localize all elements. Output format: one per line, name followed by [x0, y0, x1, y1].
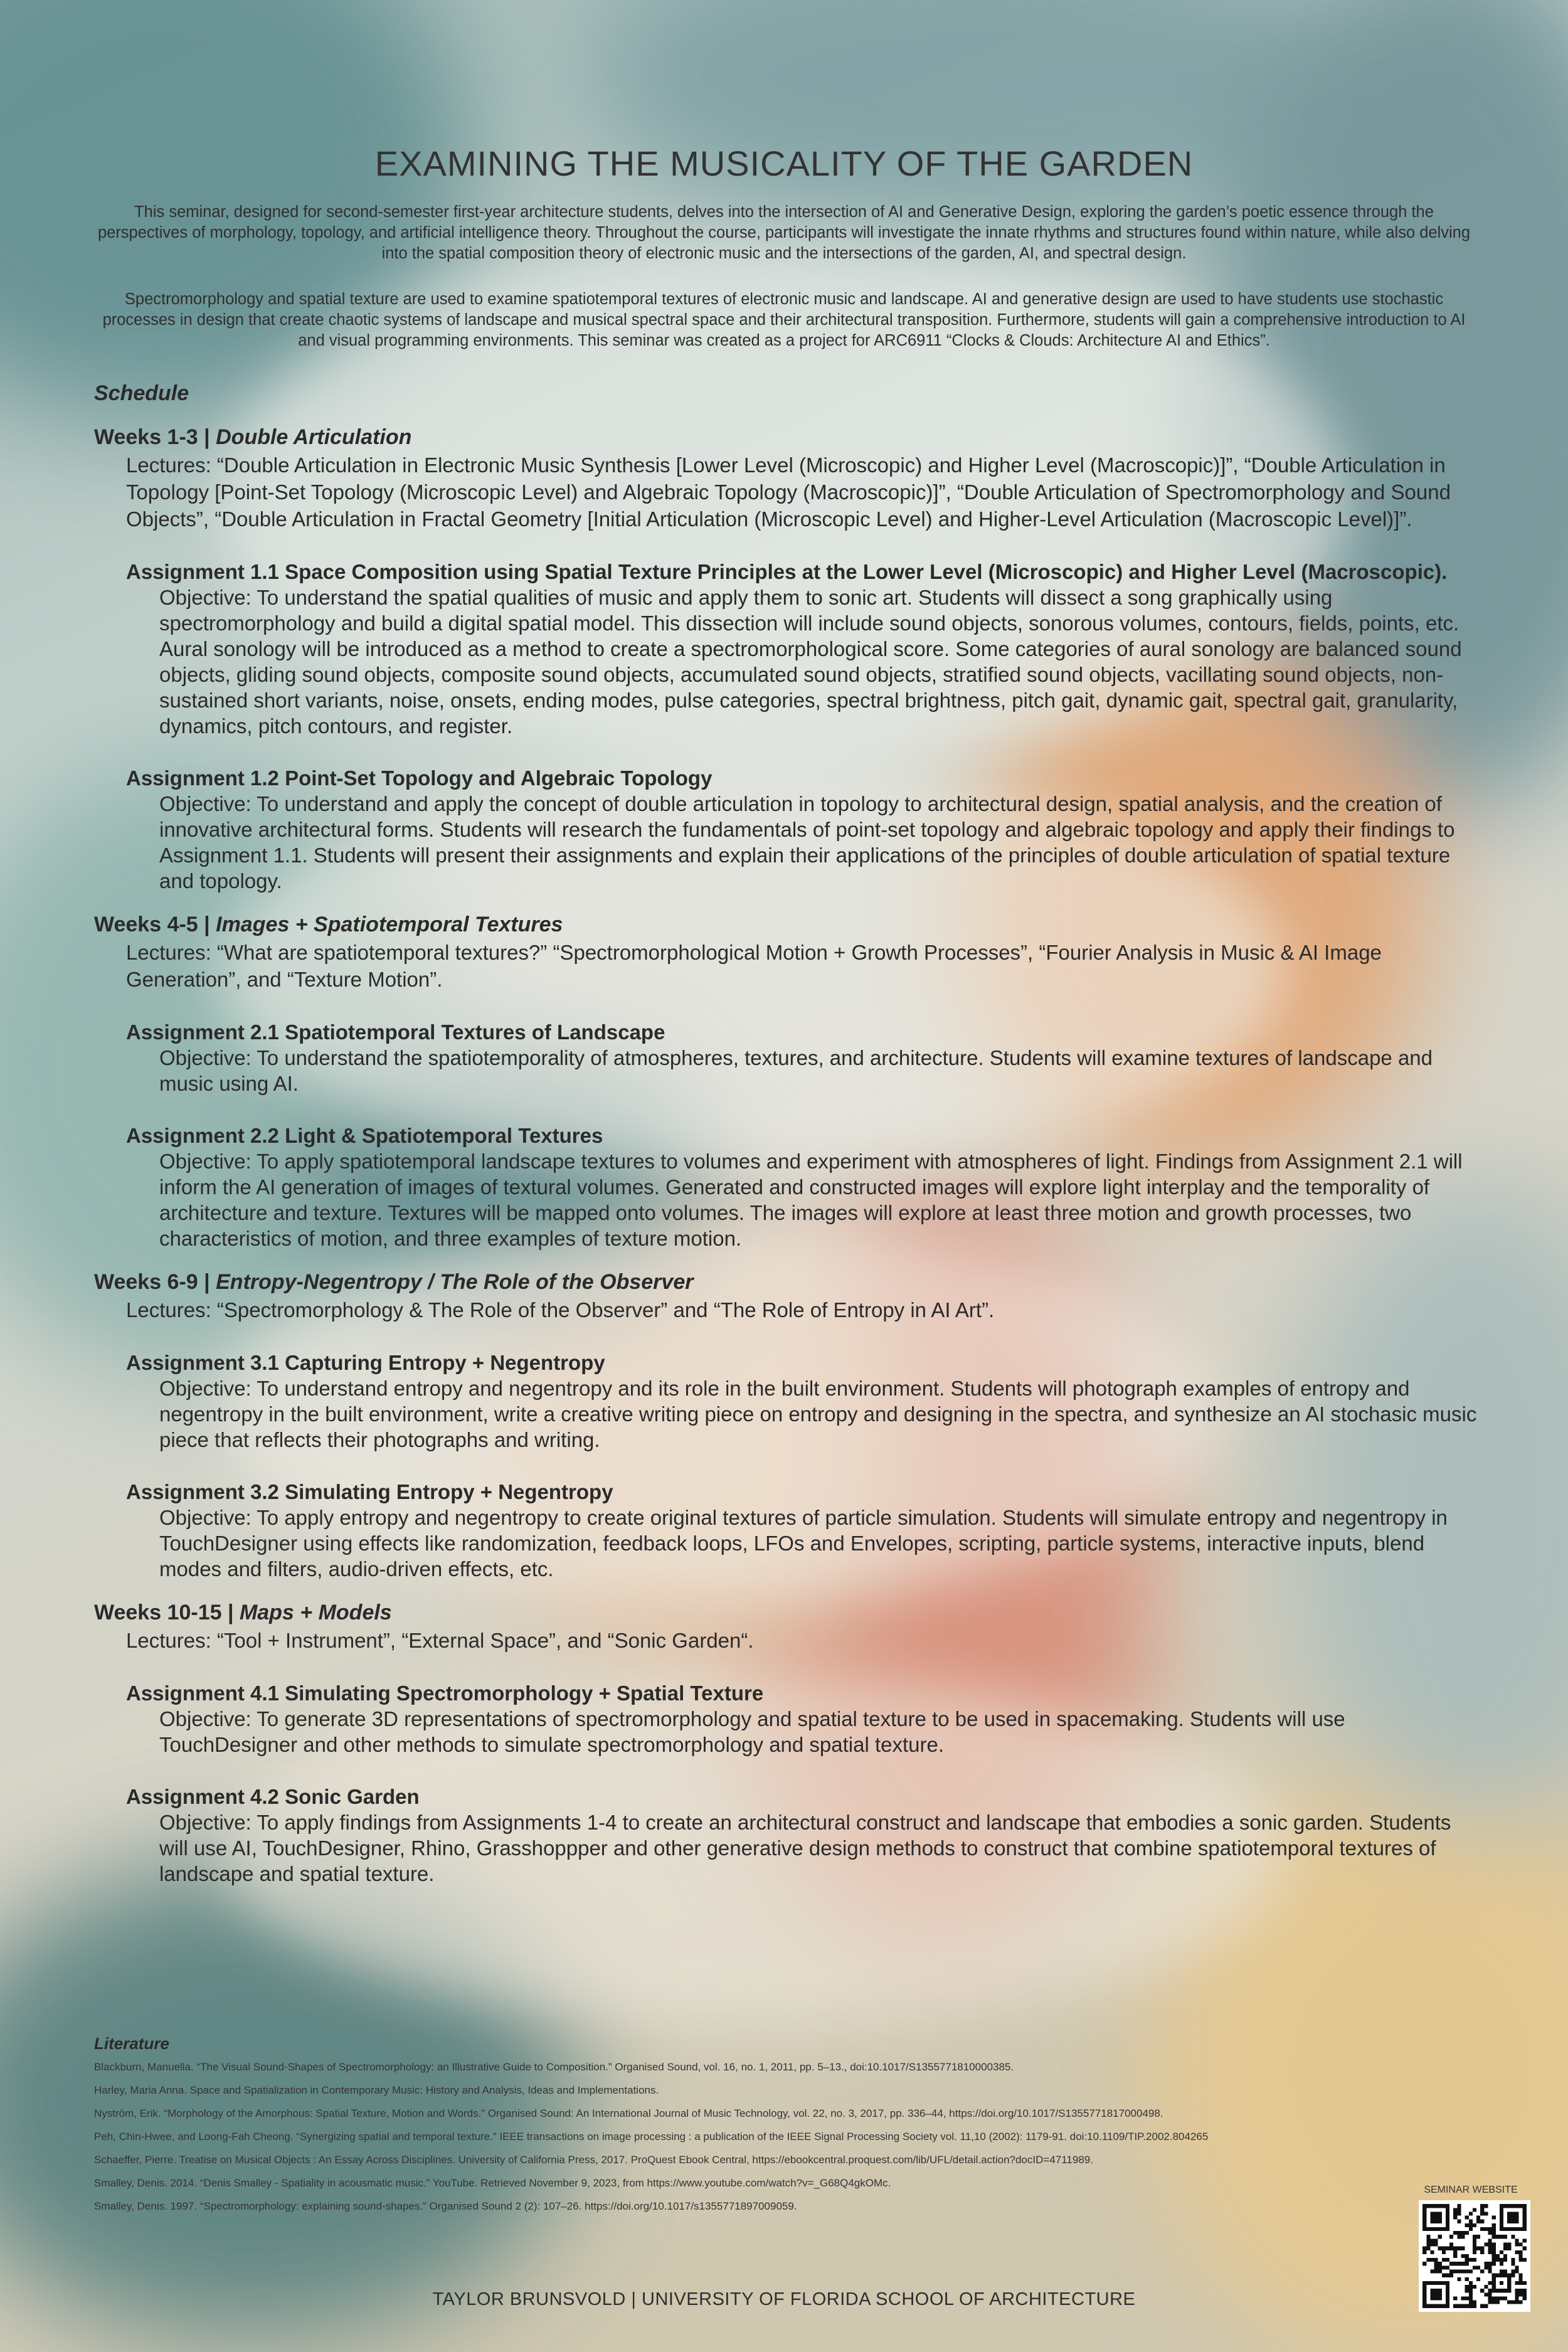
literature-entry: Schaeffer, Pierre. Treatise on Musical Objects : An Essay Across Disciplines. University of California Press, 2017. ProQuest Ebook Central, https://ebookcentral.proquest.com/lib/UFL/detail.action?docID=4711989. — [94, 2154, 1093, 2166]
assignment-title: Assignment 2.2 Light & Spatiotemporal Textures — [126, 1124, 603, 1147]
week-lectures: Lectures: “What are spatiotemporal textures?” “Spectromorphological Motion + Growth Processes”, “Fourier Analysis in Music & AI Image Generation”, and “Texture Motion”. — [126, 941, 1382, 991]
week-title: Maps + Models — [239, 1601, 392, 1624]
week-lectures: Lectures: “Double Articulation in Electronic Music Synthesis [Lower Level (Microscopic) and Higher Level (Macroscopic)]”, “Double Articulation in Topology [Point-Set Topology (Microscopic Level) and Algebraic Topology (Macroscopic)]”, “Double Articulation of Spectromorphology and Sound Objects”, “Double Articulation in Fractal Geometry [Initial Articulation (Microscopic Level) and Higher-Level Articulation (Macroscopic Level)]”. — [126, 453, 1451, 531]
week-heading — [94, 911, 1480, 938]
qr-label: SEMINAR WEBSITE — [1424, 2185, 1518, 2195]
literature-entry: Smalley, Denis. 1997. “Spectromorphology: explaining sound-shapes.” Organised Sound 2 (2): 107–26. https://doi.org/10.1017/s1355771897009059. — [94, 2200, 797, 2212]
week-title: Double Articulation — [216, 425, 412, 449]
literature-entry: Nyström, Erik. “Morphology of the Amorphous: Spatial Texture, Motion and Words.” Organised Sound: An International Journal of Music Technology, vol. 22, no. 3, 2017, pp. 336–44, https://doi.org/10.1017/S1355771817000498. — [94, 2107, 1163, 2119]
assignment-objective: Objective: To apply findings from Assignments 1-4 to create an architectural construct and landscape that embodies a sonic garden. Students will use AI, TouchDesigner, Rhino, Grasshoppper and other generative design methods to construct that combine spatiotemporal textures of landscape and spatial texture. — [159, 1811, 1451, 1885]
week-lectures: Lectures: “Tool + Instrument”, “External Space”, and “Sonic Garden“. — [126, 1629, 754, 1652]
literature-entry: Peh, Chin-Hwee, and Loong-Fah Cheong. “Synergizing spatial and temporal texture.” IEEE transactions on image processing : a publication of the IEEE Signal Processing Society vol. 11,10 (2002): 1179-91. doi:10.1109/TIP.2002.804265 — [94, 2131, 1209, 2143]
assignment — [126, 559, 1480, 739]
literature-entry: Blackburn, Manuella. “The Visual Sound-Shapes of Spectromorphology: an Illustrative Guide to Composition.” Organised Sound, vol. 16, no. 1, 2011, pp. 5–13., doi:10.1017/S1355771810000385. — [94, 2061, 1014, 2073]
assignment-title: Assignment 4.1 Simulating Spectromorphology + Spatial Texture — [126, 1682, 764, 1705]
assignment-title: Assignment 4.2 Sonic Garden — [126, 1785, 420, 1808]
assignment-objective: Objective: To understand entropy and negentropy and its role in the built environment. Students will photograph examples of entropy and negentropy in the built environment, write a creative writing piece on entropy and designing in the spectra, and synthesize an AI stochasic music piece that reflects their photographs and writing. — [159, 1377, 1477, 1451]
assignment-objective: Objective: To understand the spatial qualities of music and apply them to sonic art. Students will dissect a song graphically using spectromorphology and build a digital spatial model. This dissection will include sound objects, sonorous volumes, contours, fields, points, etc. Aural sonology will be introduced as a method to create a spectromorphological score. Some categories of aural sonology are balanced sound objects, gliding sound objects, composite sound objects, accumulated sound objects, stratified sound objects, vacillating sound objects, non-sustained short variants, noise, onsets, ending modes, pulse categories, spectral brightness, pitch gait, dynamic gait, spectral gait, granularity, dynamics, pitch contours, and register. — [159, 586, 1462, 738]
week-block — [94, 424, 1480, 894]
week-heading — [94, 1599, 1480, 1626]
literature-entry: Harley, Maria Anna. Space and Spatialization in Contemporary Music: History and Analysis, Ideas and Implementations. — [94, 2084, 659, 2096]
week-label: Weeks 10-15 | — [94, 1601, 234, 1624]
week-lectures: Lectures: “Spectromorphology & The Role of the Observer” and “The Role of Entropy in AI Art”. — [126, 1298, 995, 1322]
assignment-title: Assignment 2.1 Spatiotemporal Textures of Landscape — [126, 1020, 665, 1044]
assignment — [126, 1123, 1480, 1251]
schedule-section — [94, 380, 1480, 1887]
assignment-objective: Objective: To generate 3D representations of spectromorphology and spatial texture to be used in spacemaking. Students will use TouchDesigner and other methods to simulate spectromorphology and spatial texture. — [159, 1707, 1345, 1756]
week-block — [94, 911, 1480, 1251]
assignment — [126, 1019, 1480, 1096]
week-heading — [94, 1269, 1480, 1295]
assignment-objective: Objective: To understand the spatiotemporality of atmospheres, textures, and architecture. Students will examine textures of landscape and music using AI. — [159, 1046, 1433, 1095]
week-label: Weeks 1-3 | — [94, 425, 210, 449]
assignment-objective: Objective: To apply entropy and negentropy to create original textures of particle simulation. Students will simulate entropy and negentropy in TouchDesigner using effects like randomization, feedback loops, LFOs and Envelopes, scripting, particle systems, interactive inputs, blend modes and filters, audio-driven effects, etc. — [159, 1506, 1448, 1581]
schedule-heading: Schedule — [94, 381, 189, 405]
assignment-title: Assignment 1.1 Space Composition using Spatial Texture Principles at the Lower Level (Microscopic) and Higher Level (Macroscopic). — [126, 560, 1448, 583]
intro-paragraph-2: Spectromorphology and spatial texture are used to examine spatiotemporal textures of electronic music and landscape. AI and generative design are used to have students use stochastic processes in design that create chaotic systems of landscape and musical spectral space and their architectural transposition. Furthermore, students will gain a comprehensive introduction to AI and visual programming environments. This seminar was created as a project for ARC6911 “Clocks & Clouds: Architecture AI and Ethics”. — [102, 290, 1466, 349]
week-heading — [94, 424, 1480, 450]
intro-paragraph-1: This seminar, designed for second-semester first-year architecture students, delves into the intersection of AI and Generative Design, exploring the garden’s poetic essence through the perspectives of morphology, topology, and artificial intelligence theory. Throughout the course, participants will investigate the innate rhythms and structures found within nature, while also delving into the spatial composition theory of electronic music and the intersections of the garden, AI, and spectral design. — [97, 203, 1471, 262]
assignment — [126, 1350, 1480, 1453]
assignment — [126, 765, 1480, 894]
assignment-title: Assignment 1.2 Point-Set Topology and Algebraic Topology — [126, 766, 712, 790]
assignment-title: Assignment 3.1 Capturing Entropy + Negentropy — [126, 1351, 605, 1374]
assignment-title: Assignment 3.2 Simulating Entropy + Negentropy — [126, 1480, 613, 1503]
assignment — [126, 1784, 1480, 1887]
week-block — [94, 1599, 1480, 1887]
literature-entry: Smalley, Denis. 2014. “Denis Smalley - Spatiality in acousmatic music.” YouTube. Retrieved November 9, 2023, from https://www.youtube.com/watch?v=_G68Q4gkOMc. — [94, 2177, 891, 2189]
week-title: Entropy-Negentropy / The Role of the Observer — [216, 1270, 694, 1294]
poster-title: EXAMINING THE MUSICALITY OF THE GARDEN — [374, 144, 1194, 183]
literature-heading: Literature — [94, 2034, 169, 2053]
assignment-objective: Objective: To understand and apply the concept of double articulation in topology to architectural design, spatial analysis, and the creation of innovative architectural forms. Students will research the fundamentals of point-set topology and algebraic topology and apply their findings to Assignment 1.1. Students will present their assignments and explain their applications of the principles of double articulation of spatial texture and topology. — [159, 792, 1455, 893]
week-title: Images + Spatiotemporal Textures — [216, 913, 563, 936]
literature-section — [94, 2034, 1405, 2223]
week-label: Weeks 6-9 | — [94, 1270, 210, 1294]
week-block — [94, 1269, 1480, 1582]
assignment — [126, 1680, 1480, 1757]
footer-credit: TAYLOR BRUNSVOLD | UNIVERSITY OF FLORIDA SCHOOL OF ARCHITECTURE — [432, 2289, 1136, 2309]
assignment — [126, 1479, 1480, 1582]
week-label: Weeks 4-5 | — [94, 913, 210, 936]
assignment-objective: Objective: To apply spatiotemporal landscape textures to volumes and experiment with atmospheres of light. Findings from Assignment 2.1 will inform the AI generation of images of textural volumes. Generated and constructed images will explore light interplay and the temporality of architecture and texture. Textures will be mapped onto volumes. The images will explore at least three motion and growth processes, two characteristics of motion, and three examples of texture motion. — [159, 1150, 1463, 1250]
